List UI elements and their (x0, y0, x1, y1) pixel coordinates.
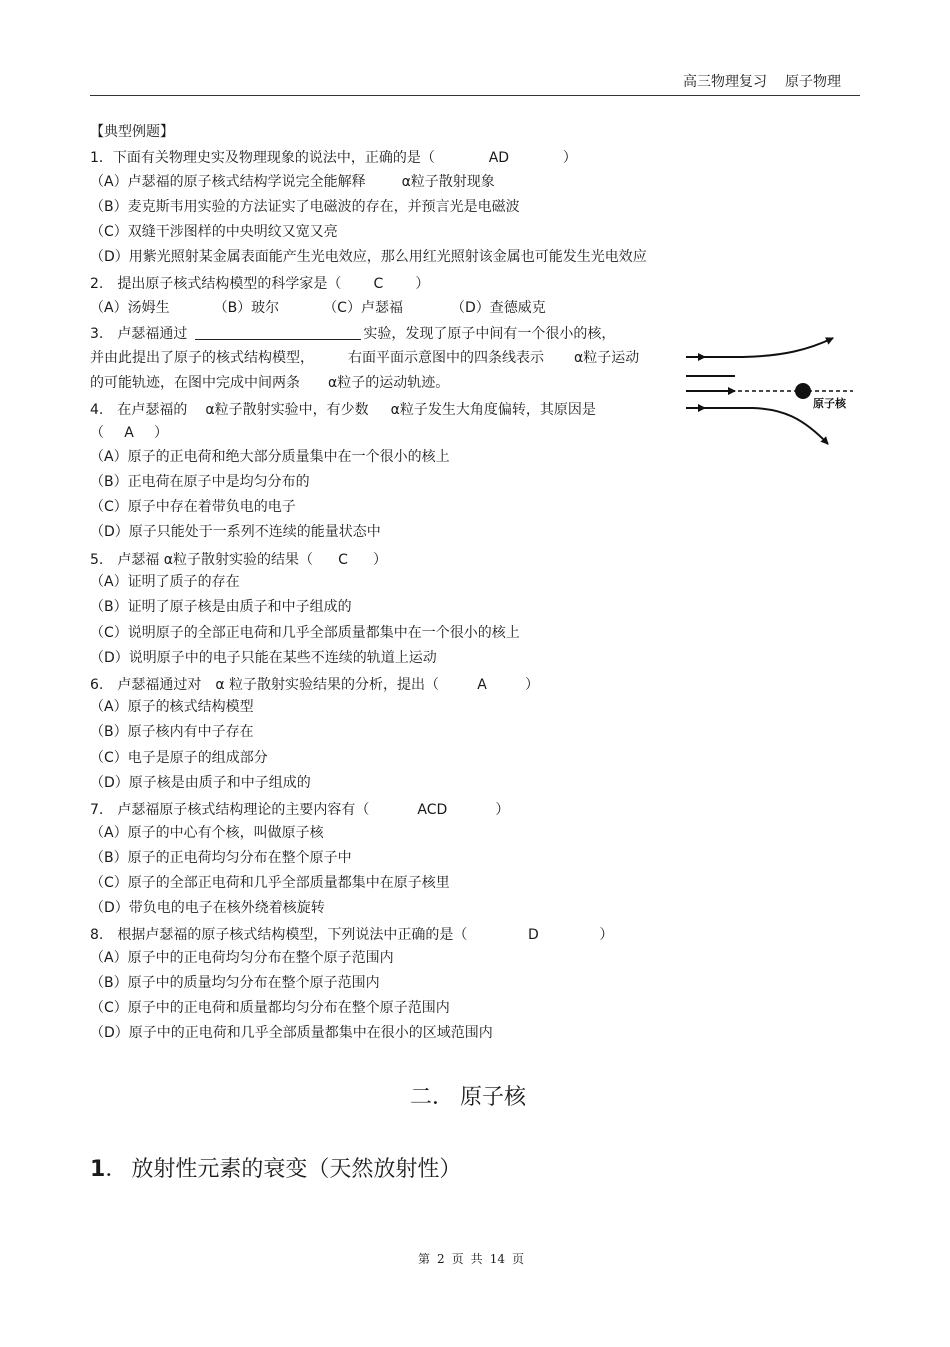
q8-option-a: （A）原子中的正电荷均匀分布在整个原子范围内 (90, 950, 394, 966)
q2-close: ） (415, 276, 430, 292)
footer-page-unit: 页 (451, 1252, 464, 1266)
q5-answer: C (338, 552, 348, 568)
q3-stem (90, 325, 615, 343)
q4-option-a: （A）原子的正电荷和绝大部分质量集中在一个很小的核上 (90, 449, 450, 465)
section-number: 二． (410, 1085, 455, 1110)
section-heading (410, 1080, 526, 1111)
q5-option-b: （B）证明了原子核是由质子和中子组成的 (90, 599, 352, 615)
q4-stem (90, 401, 596, 419)
footer-total-pages: 14 (489, 1252, 505, 1266)
q2-option-c: （C）卢瑟福 (323, 300, 403, 316)
q6-stem-b: α 粒子散射实验结果的分析，提出（ (215, 677, 440, 693)
nucleus-dot (795, 383, 811, 399)
section-label: 【典型例题】 (90, 124, 174, 140)
q8-option-d: （D）原子中的正电荷和几乎全部质量都集中在很小的区域范围内 (90, 1025, 493, 1041)
q1-close: ） (562, 150, 577, 166)
page-header (683, 71, 841, 91)
q7-stem (90, 801, 509, 819)
q4-stem-a: 4. 在卢瑟福的 (90, 402, 188, 418)
q5-option-c: （C）说明原子的全部正电荷和几乎全部质量都集中在一个很小的核上 (90, 625, 520, 641)
page-footer (418, 1250, 531, 1267)
q6-stem-a: 6. 卢瑟福通过对 (90, 677, 202, 693)
trajectory-top (686, 338, 833, 357)
q1-option-d: （D）用紫光照射某金属表面能产生光电效应，那么用红光照射该金属也可能发生光电效应 (90, 249, 647, 265)
q7-option-b: （B）原子的正电荷均匀分布在整个原子中 (90, 850, 352, 866)
q2-option-b: （B）玻尔 (213, 300, 280, 316)
subsection-heading (90, 1152, 461, 1183)
subsection-number: 1 (90, 1157, 106, 1182)
q4-answer-line (90, 424, 168, 442)
q1-stem-text: 1．下面有关物理史实及物理现象的说法中，正确的是（ (90, 150, 435, 166)
q6-close: ） (525, 677, 540, 693)
q8-close: ） (599, 927, 614, 943)
q6-option-b: （B）原子核内有中子存在 (90, 724, 254, 740)
q5-close: ） (373, 552, 388, 568)
q1-answer: AD (488, 150, 510, 166)
nucleus-label: 原子核 (813, 397, 846, 410)
q7-answer: ACD (417, 802, 448, 818)
q2-option-a: （A）汤姆生 (90, 300, 170, 316)
q1-option-c: （C）双缝干涉图样的中央明纹又宽又亮 (90, 224, 338, 240)
footer-total-unit: 页 (511, 1252, 524, 1266)
q6-option-d: （D）原子核是由质子和中子组成的 (90, 775, 311, 791)
q4-option-b: （B）正电荷在原子中是均匀分布的 (90, 474, 310, 490)
q6-option-c: （C）电子是原子的组成部分 (90, 750, 268, 766)
q8-option-b: （B）原子中的质量均匀分布在整个原子范围内 (90, 975, 380, 991)
header-course: 高三物理复习 (683, 74, 767, 90)
q3-line2-b: 右面平面示意图中的四条线表示 (348, 350, 544, 366)
q4-stem-b: α粒子散射实验中，有少数 (205, 402, 369, 418)
q4-option-c: （C）原子中存在着带负电的电子 (90, 499, 296, 515)
q2-stem-text: 2. 提出原子核式结构模型的科学家是（ (90, 276, 342, 292)
q5-option-a: （A）证明了质子的存在 (90, 574, 240, 590)
q5-option-d: （D）说明原子中的电子只能在某些不连续的轨道上运动 (90, 650, 437, 666)
q3-line3-a: 的可能轨迹，在图中完成中间两条 (90, 375, 300, 391)
subsection-separator: ． (105, 1157, 128, 1182)
q4-option-d: （D）原子只能处于一系列不连续的能量状态中 (90, 524, 381, 540)
q8-stem (90, 926, 613, 944)
header-rule (90, 95, 860, 96)
q2-option-d: （D）查德威克 (450, 300, 546, 316)
q2-answer: C (373, 276, 384, 292)
footer-page-number: 2 (437, 1252, 445, 1266)
q4-close: ） (154, 425, 168, 441)
q1-option-a (90, 173, 495, 191)
q6-stem (90, 676, 539, 694)
q7-option-d: （D）带负电的电子在核外绕着核旋转 (90, 900, 325, 916)
q1-option-a-text: （A）卢瑟福的原子核式结构学说完全能解释 (90, 174, 366, 190)
q8-option-c: （C）原子中的正电荷和质量都均匀分布在整个原子范围内 (90, 1000, 450, 1016)
q7-close: ） (495, 802, 510, 818)
q1-stem (90, 149, 577, 167)
q1-option-b: （B）麦克斯韦用实验的方法证实了电磁波的存在，并预言光是电磁波 (90, 199, 520, 215)
q6-option-a: （A）原子的核式结构模型 (90, 699, 254, 715)
subsection-title: 放射性元素的衰变（天然放射性） (131, 1157, 462, 1182)
q4-stem-c: α粒子发生大角度偏转，其原因是 (390, 402, 596, 418)
q6-answer: A (477, 677, 487, 693)
footer-prefix: 第 (418, 1252, 431, 1266)
q3-line2-c: α粒子运动 (574, 350, 640, 366)
q2-options (90, 299, 546, 317)
q8-stem-text: 8. 根据卢瑟福的原子核式结构模型，下列说法中正确的是（ (90, 927, 468, 943)
q5-stem-text: 5. 卢瑟福 α粒子散射实验的结果（ (90, 552, 314, 568)
alpha-scattering-figure (683, 332, 861, 454)
q3-blank (195, 325, 361, 340)
q7-stem-text: 7. 卢瑟福原子核式结构理论的主要内容有（ (90, 802, 370, 818)
q3-line2 (90, 349, 639, 367)
header-topic: 原子物理 (785, 74, 841, 90)
q3-stem-b: 实验，发现了原子中间有一个很小的核， (363, 326, 616, 342)
footer-total-prefix: 共 (470, 1252, 483, 1266)
q5-stem (90, 551, 387, 569)
q8-answer: D (527, 927, 539, 943)
q7-option-a: （A）原子的中心有个核，叫做原子核 (90, 825, 324, 841)
q4-open: （ (90, 425, 104, 441)
q3-line3 (90, 374, 449, 392)
q3-line3-b: α粒子的运动轨迹。 (328, 375, 450, 391)
q7-option-c: （C）原子的全部正电荷和几乎全部质量都集中在原子核里 (90, 875, 450, 891)
q1-option-a-alpha: α粒子散射现象 (401, 174, 495, 190)
q3-line2-a: 并由此提出了原子的核式结构模型， (90, 350, 314, 366)
trajectory-bottom (686, 408, 828, 444)
q3-stem-a: 3. 卢瑟福通过 (90, 326, 188, 342)
q2-stem (90, 275, 429, 293)
q4-answer: A (124, 425, 134, 441)
section-title: 原子核 (460, 1085, 527, 1110)
